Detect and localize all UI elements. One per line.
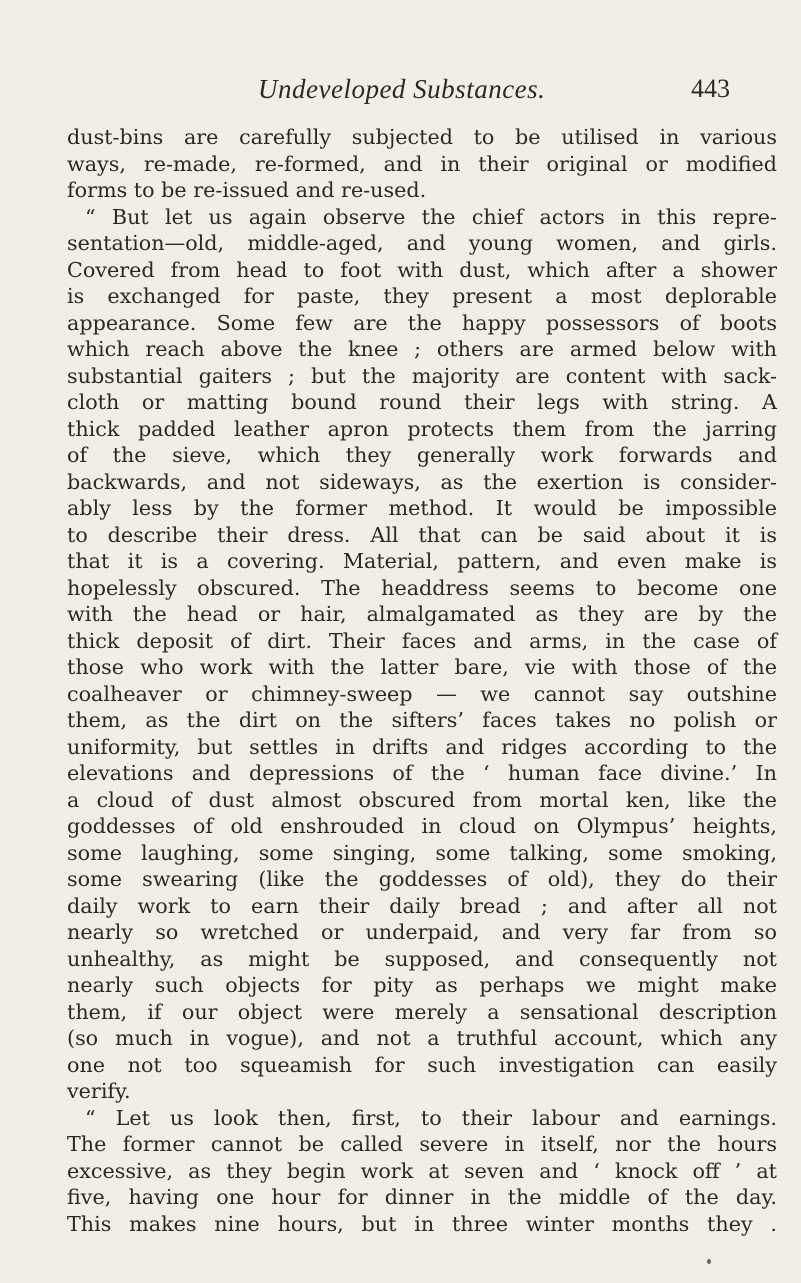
text-line: coalheaver or chimney-sweep — we cannot say outshine [67, 681, 777, 706]
text-line: them, as the dirt on the sifters’ faces takes no polish or [67, 708, 777, 732]
text-line: that it is a covering. Material, pattern, and even make is [67, 549, 777, 573]
page-number: 443 [691, 74, 730, 103]
text-line: to describe their dress. All that can be said about it is [67, 522, 777, 547]
text-line: nearly such objects for pity as perhaps we might make [67, 973, 777, 997]
text-line: appearance. Some few are the happy possessors of boots [67, 310, 777, 335]
text-line: cloth or matting bound round their legs with string. A [67, 390, 777, 414]
text-line: ways, re-made, re-formed, and in their original or modified [67, 151, 777, 176]
text-line: is exchanged for paste, they present a most deplorable [67, 284, 777, 308]
text-line: those who work with the latter bare, vie with those of the [67, 655, 777, 679]
text-line: some swearing (like the goddesses of old), they do their [67, 867, 777, 891]
running-title: Undeveloped Substances. [258, 74, 546, 104]
text-line: (so much in vogue), and not a truthful account, which any [67, 1026, 777, 1050]
text-line: The former cannot be called severe in itself, nor the hours [67, 1132, 777, 1156]
text-line: uniformity, but settles in drifts and ridges according to the [67, 734, 777, 759]
text-line: This makes nine hours, but in three winter months they . [67, 1211, 777, 1236]
text-line: verify. [67, 1079, 131, 1103]
paragraph-start-line: “ But let us again observe the chief actors in this repre- [85, 204, 777, 229]
text-line: Covered from head to foot with dust, which after a shower [67, 257, 777, 282]
text-line: backwards, and not sideways, as the exertion is consider- [67, 469, 777, 494]
text-line: excessive, as they begin work at seven and ‘ knock off ’ at [67, 1158, 777, 1183]
text-line: unhealthy, as might be supposed, and consequently not [67, 946, 777, 971]
paragraph-start-line: “ Let us look then, first, to their labour and earnings. [85, 1105, 777, 1130]
text-line: a cloud of dust almost obscured from mortal ken, like the [67, 787, 777, 812]
text-line: dust-bins are carefully subjected to be utilised in various [67, 125, 777, 149]
text-line: elevations and depressions of the ‘ human face divine.’ In [67, 761, 777, 785]
text-line: hopelessly obscured. The headdress seems to become one [67, 575, 777, 600]
running-head [0, 74, 801, 114]
text-line: some laughing, some singing, some talking, some smoking, [67, 840, 777, 865]
text-line: five, having one hour for dinner in the middle of the day. [67, 1185, 777, 1209]
text-line: goddesses of old enshrouded in cloud on Olympus’ heights, [67, 814, 777, 838]
text-line: one not too squeamish for such investigation can easily [67, 1052, 777, 1077]
text-line: thick deposit of dirt. Their faces and arms, in the case of [67, 628, 777, 653]
text-line: thick padded leather apron protects them from the jarring [67, 416, 777, 441]
paper-speck [707, 1259, 711, 1264]
text-line: daily work to earn their daily bread ; and after all not [67, 893, 777, 918]
text-line: sentation—old, middle-aged, and young women, and girls. [67, 231, 777, 255]
text-line: which reach above the knee ; others are armed below with [67, 337, 777, 361]
text-line: nearly so wretched or underpaid, and very far from so [67, 920, 777, 944]
text-line: ably less by the former method. It would be impossible [67, 496, 777, 520]
text-line: with the head or hair, almalgamated as they are by the [67, 602, 777, 626]
text-line: forms to be re-issued and re-used. [67, 178, 427, 202]
text-line: substantial gaiters ; but the majority are content with sack- [67, 363, 777, 388]
body-text [67, 124, 777, 1237]
text-line: of the sieve, which they generally work forwards and [67, 443, 777, 467]
text-line: them, if our object were merely a sensational description [67, 999, 777, 1024]
